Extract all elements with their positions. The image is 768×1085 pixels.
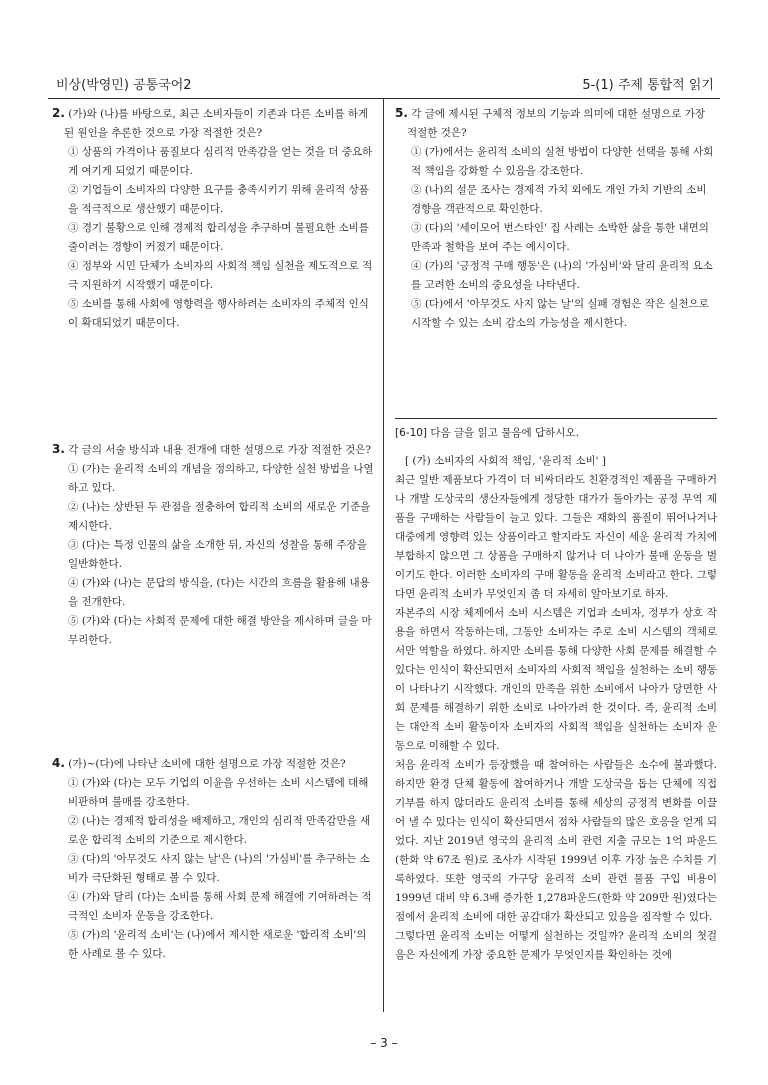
option-4: ④ (가)와 (나)는 문답의 방식을, (다)는 시간의 흐름을 활용해 내용을 전개한다. <box>68 577 370 608</box>
passage-paragraph: 처음 윤리적 소비가 등장했을 때 참여하는 사람들은 소수에 불과했다. 하지만 환경 단체 활동에 참여하거나 개발 도상국을 돕는 단체에 직접 기부를 하지 않더라도 윤리적 소비를 통해 세상의 긍정적 변화를 이끌어 낼 수 있다는 인식이 확산되면서 점차 사람들의 많은 호응을 얻게 되었다. 지난 2019년 영국의 윤리적 소비 관련 지출 규모는 1억 파운드(한화 약 67조 원)로 조사가 시작된 1999년 이후 가장 높은 수치를 기록하였다. 또한 영국의 가구당 윤리적 소비 관련 물품 구입 비용이 1999년 대비 약 6.3배 증가한 1,278파운드(한화 약 209만 원)였다는 점에서 윤리적 소비에 대한 공감대가 확산되고 있음을 짐작할 수 있다. <box>395 759 717 923</box>
question-stem <box>52 754 374 774</box>
column-divider <box>383 99 384 1012</box>
option-1: ① (가)와 (다)는 모두 기업의 이윤을 우선하는 소비 시스템에 대해 비판하며 불매를 강조한다. <box>68 777 369 808</box>
option-3: ③ (다)는 특정 인물의 삶을 소개한 뒤, 자신의 성찰을 통해 주장을 일반화한다. <box>68 539 367 570</box>
passage-paragraph: 최근 일반 제품보다 가격이 더 비싸더라도 친환경적인 제품을 구매하거나 개발 도상국의 생산자들에게 정당한 대가가 돌아가는 공정 무역 제품을 구매하는 사람들이 늘고 있다. 그들은 재화의 품질이 뛰어나거나 대중에게 영향력 있는 상품이라고 할지라도 자신이 세운 윤리적 가치에 부합하지 않으면 그 상품을 구매하지 않거나 더 나아가 불매 운동을 벌이기도 한다. 이러한 소비자의 구매 활동을 윤리적 소비라고 한다. 그렇다면 윤리적 소비가 무엇인지 좀 더 자세히 알아보기로 하자. <box>395 474 717 600</box>
question-3 <box>52 440 374 650</box>
page-header <box>48 74 720 96</box>
option-2: ② (나)의 설문 조사는 경제적 가치 외에도 개인 가치 기반의 소비 경향을 객관적으로 확인한다. <box>411 184 707 215</box>
question-text: (가)~(다)에 나타난 소비에 대한 설명으로 가장 적절한 것은? <box>68 758 346 770</box>
option-4: ④ (가)의 '긍정적 구매 행동'은 (나)의 '가심비'와 달리 윤리적 요소를 고려한 소비의 중요성을 나타낸다. <box>411 260 713 291</box>
unit-title: 5-(1) 주제 통합적 읽기 <box>582 78 714 93</box>
option-3: ③ 경기 불황으로 인해 경제적 합리성을 추구하며 불필요한 소비를 줄이려는 경향이 커졌기 때문이다. <box>68 222 369 253</box>
option-3: ③ (다)의 '세이모어 번스타인' 집 사례는 소박한 삶을 통한 내면의 만족과 철학을 보여 주는 예시이다. <box>411 222 709 253</box>
option-2: ② 기업들이 소비자의 다양한 요구를 충족시키기 위해 윤리적 상품을 적극적으로 생산했기 때문이다. <box>68 184 369 215</box>
passage-paragraph: 그렇다면 윤리적 소비는 어떻게 실천하는 것일까? 윤리적 소비의 첫걸음은 자신에게 가장 중요한 문제가 무엇인지를 확인하는 것에 <box>395 930 717 961</box>
option-1: ① (가)는 윤리적 소비의 개념을 정의하고, 다양한 실천 방법을 나열하고 있다. <box>68 463 374 494</box>
question-text: 각 글에 제시된 구체적 정보의 기능과 의미에 대한 설명으로 가장 적절한 것은? <box>407 108 706 139</box>
option-4: ④ 정부와 시민 단체가 소비자의 사회적 책임 실천을 제도적으로 적극 지원하기 시작했기 때문이다. <box>68 260 373 291</box>
option-2: ② (나)는 경제적 합리성을 배제하고, 개인의 심리적 만족감만을 새로운 합리적 소비의 기준으로 제시한다. <box>68 815 371 846</box>
question-stem <box>395 104 717 143</box>
question-number: 4. <box>52 756 65 770</box>
page-number: – 3 – <box>370 1036 398 1050</box>
passage-paragraph: 자본주의 시장 체제에서 소비 시스템은 기업과 소비자, 정부가 상호 작용을 하면서 작동하는데, 그동안 소비자는 주로 소비 시스템의 객체로서만 역할을 하였다. 하지만 소비를 통해 다양한 사회 문제를 해결할 수 있다는 인식이 확산되면서 소비자의 사회적 책임을 실천하는 소비 행동이 나타나기 시작했다. 개인의 만족을 위한 소비에서 나아가 당면한 사회 문제를 해결하기 위한 소비로 나아가려 한 것이다. 즉, 윤리적 소비는 대안적 소비 활동이자 소비자의 사회적 책임을 실천하는 소비자 운동으로 이해할 수 있다. <box>395 607 717 752</box>
option-5: ⑤ 소비를 통해 사회에 영향력을 행사하려는 소비자의 주체적 인식이 확대되었기 때문이다. <box>68 298 369 329</box>
passage-instruction: [6-10] 다음 글을 읽고 물음에 답하시오. <box>395 418 717 442</box>
question-number: 3. <box>52 442 65 456</box>
option-2: ② (나)는 상반된 두 관점을 절충하여 합리적 소비의 새로운 기준을 제시한다. <box>68 501 371 532</box>
question-2 <box>52 104 374 333</box>
question-number: 2. <box>52 106 65 120</box>
reading-passage <box>395 452 717 965</box>
option-5: ⑤ (다)에서 '아무것도 사지 않는 날'의 실패 경험은 작은 실천으로 시작할 수 있는 소비 감소의 가능성을 제시한다. <box>411 298 709 329</box>
question-stem <box>52 440 374 460</box>
header-rule <box>48 98 720 99</box>
option-1: ① (가)에서는 윤리적 소비의 실천 방법이 다양한 선택을 통해 사회적 책임을 강화할 수 있음을 강조한다. <box>411 146 714 177</box>
option-5: ⑤ (가)의 '윤리적 소비'는 (나)에서 제시한 새로운 '합리적 소비'의 한 사례로 볼 수 있다. <box>68 929 367 960</box>
option-1: ① 상품의 가격이나 품질보다 심리적 만족감을 얻는 것을 더 중요하게 여기게 되었기 때문이다. <box>68 146 373 177</box>
option-4: ④ (가)와 달리 (다)는 소비를 통해 사회 문제 해결에 기여하려는 적극적인 소비자 운동을 강조한다. <box>68 891 372 922</box>
question-stem <box>52 104 374 143</box>
question-4 <box>52 754 374 964</box>
question-text: 각 글의 서술 방식과 내용 전개에 대한 설명으로 가장 적절한 것은? <box>68 444 371 456</box>
passage-title: [ (가) 소비자의 사회적 책임, '윤리적 소비' ] <box>405 455 607 467</box>
textbook-title: 비상(박영민) 공통국어2 <box>56 78 192 93</box>
option-5: ⑤ (가)와 (다)는 사회적 문제에 대한 해결 방안을 제시하며 글을 마무리한다. <box>68 615 372 646</box>
question-5 <box>395 104 717 333</box>
question-text: (가)와 (나)를 바탕으로, 최근 소비자들이 기존과 다른 소비를 하게 된 원인을 추론한 것으로 가장 적절한 것은? <box>64 108 369 139</box>
option-3: ③ (다)의 '아무것도 사지 않는 날'은 (나)의 '가심비'를 추구하는 소비가 극단화된 형태로 볼 수 있다. <box>68 853 370 884</box>
question-number: 5. <box>395 106 408 120</box>
